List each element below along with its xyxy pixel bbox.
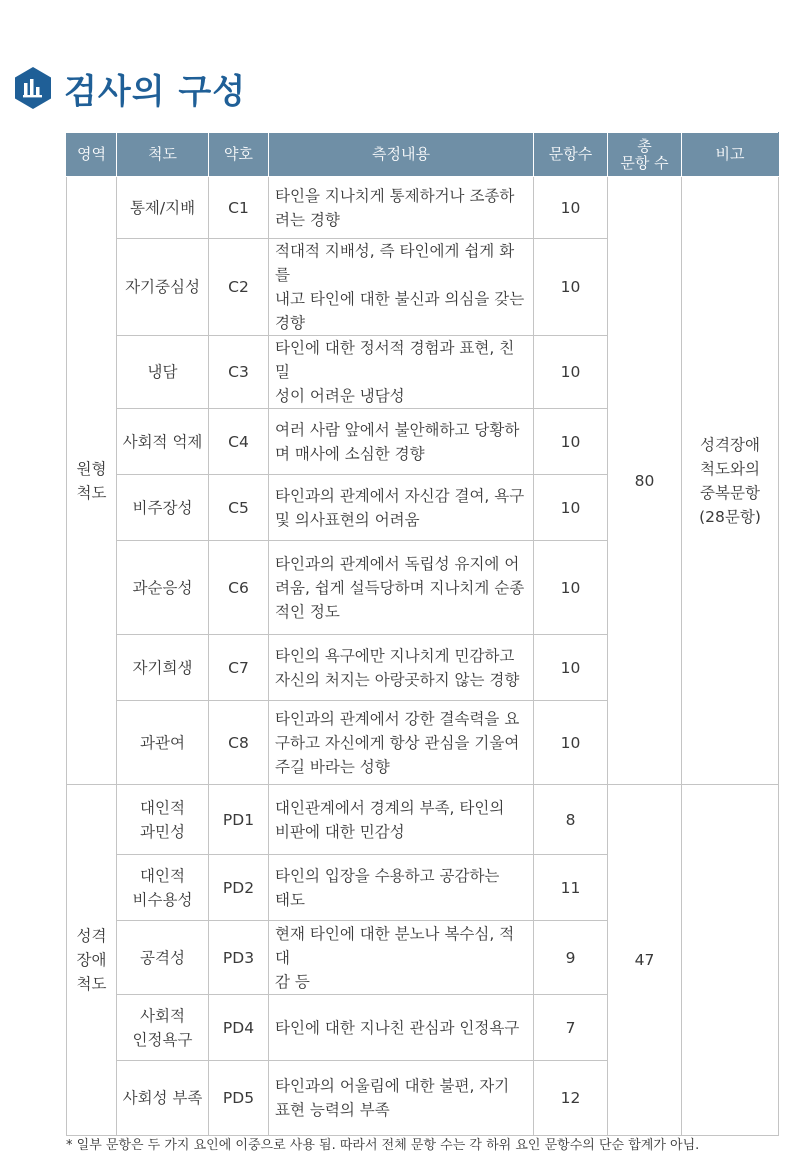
total-cell: 80 <box>608 177 682 785</box>
abbr-cell: C1 <box>209 177 269 239</box>
scale-cell: 비주장성 <box>117 475 209 541</box>
count-cell: 12 <box>534 1061 608 1136</box>
scale-cell: 통제/지배 <box>117 177 209 239</box>
abbr-cell: C6 <box>209 541 269 635</box>
count-cell: 10 <box>534 541 608 635</box>
count-cell: 10 <box>534 336 608 409</box>
abbr-cell: C7 <box>209 635 269 701</box>
header-content: 측정내용 <box>269 133 534 177</box>
scale-cell: 자기중심성 <box>117 239 209 336</box>
content-cell: 타인을 지나치게 통제하거나 조종하 려는 경향 <box>269 177 534 239</box>
table-row <box>67 177 779 239</box>
content-cell: 적대적 지배성, 즉 타인에게 쉽게 화를 내고 타인에 대한 불신과 의심을 갖는 경향 <box>269 239 534 336</box>
content-cell: 타인과의 관계에서 강한 결속력을 요 구하고 자신에게 항상 관심을 기울여 주길 바라는 성향 <box>269 701 534 785</box>
scale-cell: 과순응성 <box>117 541 209 635</box>
scale-cell: 냉담 <box>117 336 209 409</box>
content-cell: 타인과의 관계에서 독립성 유지에 어 려움, 쉽게 설득당하며 지나치게 순종 적인 정도 <box>269 541 534 635</box>
footnote: * 일부 문항은 두 가지 요인에 이중으로 사용 됨. 따라서 전체 문항 수는 각 하위 요인 문항수의 단순 합계가 아님. <box>66 1138 700 1153</box>
header-total: 총 문항 수 <box>608 133 682 177</box>
count-cell: 10 <box>534 701 608 785</box>
header-area: 영역 <box>67 133 117 177</box>
scale-cell: 사회성 부족 <box>117 1061 209 1136</box>
content-cell: 타인에 대한 지나친 관심과 인정욕구 <box>269 995 534 1061</box>
content-cell: 타인에 대한 정서적 경험과 표현, 친밀 성이 어려운 냉담성 <box>269 336 534 409</box>
abbr-cell: PD1 <box>209 785 269 855</box>
abbr-cell: PD2 <box>209 855 269 921</box>
section-title <box>14 64 246 112</box>
header-note: 비고 <box>682 133 779 177</box>
abbr-cell: PD4 <box>209 995 269 1061</box>
count-cell: 10 <box>534 475 608 541</box>
scale-cell: 자기희생 <box>117 635 209 701</box>
note-cell-empty <box>682 785 779 1136</box>
note-cell: 성격장애 척도와의 중복문항 (28문항) <box>682 177 779 785</box>
page-title: 검사의 구성 <box>64 71 247 112</box>
count-cell: 8 <box>534 785 608 855</box>
scale-cell: 대인적 과민성 <box>117 785 209 855</box>
abbr-cell: C5 <box>209 475 269 541</box>
count-cell: 10 <box>534 177 608 239</box>
content-cell: 타인과의 관계에서 자신감 결여, 욕구 및 의사표현의 어려움 <box>269 475 534 541</box>
content-cell: 타인과의 어울림에 대한 불편, 자기 표현 능력의 부족 <box>269 1061 534 1136</box>
abbr-cell: C8 <box>209 701 269 785</box>
content-cell: 대인관계에서 경계의 부족, 타인의 비판에 대한 민감성 <box>269 785 534 855</box>
bar-chart-icon <box>14 66 52 110</box>
content-cell: 여러 사람 앞에서 불안해하고 당황하 며 매사에 소심한 경향 <box>269 409 534 475</box>
scale-cell: 공격성 <box>117 921 209 995</box>
header-items: 문항수 <box>534 133 608 177</box>
content-cell: 현재 타인에 대한 분노나 복수심, 적대 감 등 <box>269 921 534 995</box>
area-cell-prototype: 원형 척도 <box>67 177 117 785</box>
scale-cell: 과관여 <box>117 701 209 785</box>
scale-cell: 사회적 억제 <box>117 409 209 475</box>
header-abbr: 약호 <box>209 133 269 177</box>
content-cell: 타인의 욕구에만 지나치게 민감하고 자신의 처지는 아랑곳하지 않는 경향 <box>269 635 534 701</box>
count-cell: 10 <box>534 635 608 701</box>
count-cell: 10 <box>534 239 608 336</box>
abbr-cell: C3 <box>209 336 269 409</box>
abbr-cell: PD5 <box>209 1061 269 1136</box>
content-cell: 타인의 입장을 수용하고 공감하는 태도 <box>269 855 534 921</box>
abbr-cell: PD3 <box>209 921 269 995</box>
table-row <box>67 785 779 855</box>
count-cell: 9 <box>534 921 608 995</box>
count-cell: 11 <box>534 855 608 921</box>
scale-cell: 대인적 비수용성 <box>117 855 209 921</box>
abbr-cell: C2 <box>209 239 269 336</box>
total-cell: 47 <box>608 785 682 1136</box>
test-composition-table <box>66 132 779 1136</box>
header-row <box>67 133 779 177</box>
abbr-cell: C4 <box>209 409 269 475</box>
area-cell-personality-disorder: 성격 장애 척도 <box>67 785 117 1136</box>
header-scale: 척도 <box>117 133 209 177</box>
scale-cell: 사회적 인정욕구 <box>117 995 209 1061</box>
count-cell: 7 <box>534 995 608 1061</box>
count-cell: 10 <box>534 409 608 475</box>
